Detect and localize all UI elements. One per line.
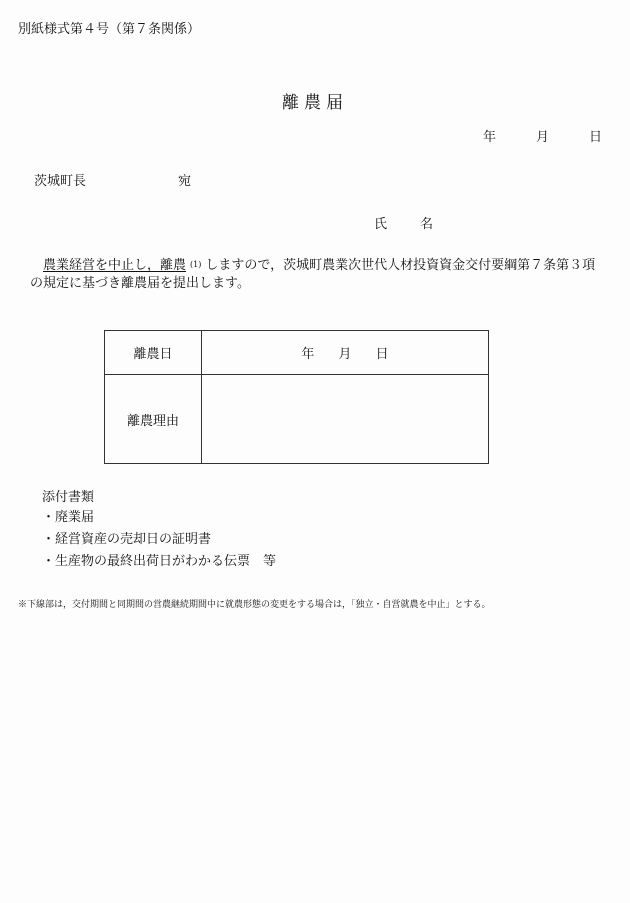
list-item: ・経営資産の売却日の証明書	[42, 532, 212, 547]
withdrawal-form-table	[104, 330, 489, 464]
table-row	[105, 331, 489, 375]
attachments-list	[42, 508, 276, 574]
submission-date	[483, 126, 602, 145]
date-month-label: 月	[535, 130, 549, 145]
body-rest-text: しますので，茨城町農業次世代人材投資資金交付要綱第７条第３項の規定に基づき離農届を提出します。	[30, 258, 596, 291]
form-number: 別紙様式第４号（第７条関係）	[18, 22, 201, 37]
date-day-label: 日	[588, 130, 602, 145]
withdrawal-date-month: 月	[338, 347, 352, 362]
withdrawal-reason-field[interactable]	[202, 375, 489, 464]
recipient-suffix: 宛	[178, 174, 192, 189]
list-item: ・廃業届	[42, 510, 95, 525]
page-title: 離農届	[282, 93, 348, 113]
withdrawal-date-label: 離農日	[105, 331, 202, 375]
date-year-label: 年	[482, 130, 496, 145]
attachments-title: 添付書類	[42, 490, 95, 505]
body-paragraph	[30, 256, 604, 293]
withdrawal-date-day: 日	[375, 347, 389, 362]
table-row	[105, 375, 489, 464]
withdrawal-date-field[interactable]	[202, 331, 489, 375]
list-item: ・生産物の最終出荷日がわかる伝票 等	[42, 554, 277, 569]
body-underlined-text: 農業経営を中止し，離農	[43, 258, 187, 273]
applicant-name-label: 氏 名	[374, 217, 444, 232]
recipient	[34, 170, 191, 189]
body-note-mark: (1)	[190, 260, 202, 269]
recipient-name: 茨城町長	[34, 174, 87, 189]
footnote: ※下線部は，交付期間と同期間の営農継続期間中に就農形態の変更をする場合は，「独立・自営就農を中止」とする。	[18, 600, 491, 610]
withdrawal-reason-label: 離農理由	[105, 375, 202, 464]
withdrawal-date-year: 年	[301, 347, 315, 362]
